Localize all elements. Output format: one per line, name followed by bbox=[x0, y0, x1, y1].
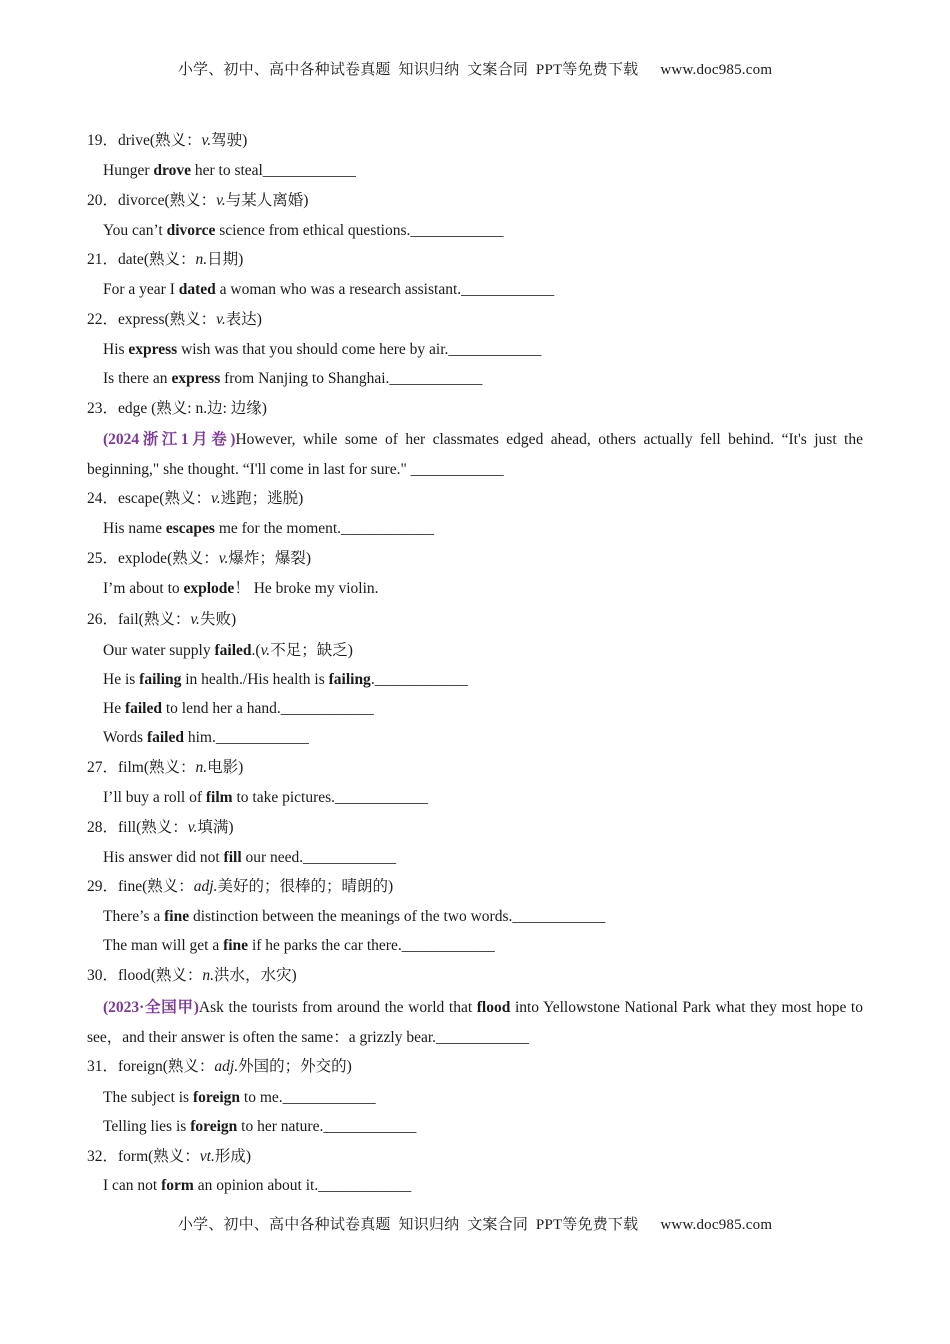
text: me for the moment.____________ bbox=[214, 520, 435, 537]
keyword: failing bbox=[328, 671, 371, 688]
text: in health./His health is bbox=[181, 671, 329, 688]
exam-source: (2023·全国甲) bbox=[103, 999, 199, 1016]
text: our need.____________ bbox=[241, 849, 397, 866]
text: The subject is bbox=[103, 1089, 193, 1106]
keyword: failed bbox=[146, 729, 184, 746]
vocab-heading bbox=[87, 758, 243, 778]
text: Words bbox=[103, 729, 147, 746]
vocab-heading bbox=[87, 1147, 251, 1167]
example-sentence bbox=[103, 641, 353, 661]
vocab-heading bbox=[87, 310, 262, 330]
page-footer bbox=[0, 1213, 950, 1234]
text: 逃跑；逃脱) bbox=[220, 490, 304, 507]
text: 21．date(熟义： bbox=[87, 251, 196, 268]
text: her to steal____________ bbox=[190, 162, 356, 179]
part-of-speech: v. bbox=[190, 611, 200, 628]
vocab-heading bbox=[87, 549, 311, 569]
example-sentence bbox=[103, 161, 356, 181]
part-of-speech: adj. bbox=[214, 1058, 239, 1075]
text: science from ethical questions.____________ bbox=[215, 222, 504, 239]
vocab-heading bbox=[87, 1057, 352, 1077]
header-url[interactable]: www.doc985.com bbox=[660, 62, 773, 78]
text: I can not bbox=[103, 1177, 162, 1194]
example-sentence bbox=[103, 699, 374, 719]
example-sentence bbox=[103, 1088, 376, 1108]
text: His answer did not bbox=[103, 849, 224, 866]
part-of-speech: vt. bbox=[199, 1148, 215, 1165]
part-of-speech: n. bbox=[195, 251, 208, 268]
footer-text: 小学、初中、高中各种试卷真题 知识归纳 文案合同 PPT等免费下载 bbox=[177, 1217, 639, 1233]
text: 美好的；很棒的；晴朗的) bbox=[217, 878, 394, 895]
keyword: fine bbox=[223, 937, 249, 954]
keyword: escapes bbox=[165, 520, 215, 537]
part-of-speech: v. bbox=[260, 642, 271, 659]
example-sentence bbox=[103, 369, 482, 389]
part-of-speech: v. bbox=[210, 490, 221, 507]
keyword: failing bbox=[139, 671, 182, 688]
text: distinction between the meanings of the two words.____________ bbox=[189, 908, 606, 925]
text: 19．drive(熟义： bbox=[87, 132, 202, 149]
text: 爆炸；爆裂) bbox=[228, 550, 312, 567]
text: 32．form(熟义： bbox=[87, 1148, 200, 1165]
keyword: fine bbox=[164, 908, 190, 925]
text: 失败) bbox=[199, 611, 237, 628]
text: 日期) bbox=[207, 251, 244, 268]
text: 23．edge (熟义: n.边: 边缘) bbox=[87, 400, 267, 417]
text: You can’t bbox=[103, 222, 167, 239]
text: ！ He broke my violin. bbox=[234, 580, 379, 597]
text: .( bbox=[251, 642, 261, 659]
example-sentence bbox=[103, 728, 309, 748]
keyword: express bbox=[128, 341, 178, 358]
part-of-speech: n. bbox=[202, 967, 215, 984]
text: .____________ bbox=[370, 671, 468, 688]
example-sentence bbox=[103, 519, 434, 539]
part-of-speech: n. bbox=[195, 759, 208, 776]
text: 20．divorce(熟义： bbox=[87, 192, 217, 209]
text: 24．escape(熟义： bbox=[87, 490, 211, 507]
text: 29．fine(熟义： bbox=[87, 878, 194, 895]
text: For a year I bbox=[103, 281, 179, 298]
keyword: dated bbox=[178, 281, 216, 298]
vocab-heading bbox=[87, 966, 297, 986]
text: 30．flood(熟义： bbox=[87, 967, 203, 984]
text: wish was that you should come here by air.____________ bbox=[177, 341, 542, 358]
text: if he parks the car there.____________ bbox=[248, 937, 495, 954]
text: to lend her a hand.____________ bbox=[161, 700, 374, 717]
example-sentence bbox=[103, 1117, 416, 1137]
text: The man will get a bbox=[103, 937, 224, 954]
text: 驾驶) bbox=[211, 132, 248, 149]
text: 与某人离婚) bbox=[225, 192, 309, 209]
keyword: foreign bbox=[192, 1089, 241, 1106]
exam-passage bbox=[87, 425, 863, 484]
text: to take pictures.____________ bbox=[232, 789, 429, 806]
text: Ask the tourists from around the world that bbox=[198, 999, 477, 1016]
example-sentence bbox=[103, 221, 503, 241]
text: him.____________ bbox=[184, 729, 309, 746]
example-sentence bbox=[103, 340, 541, 360]
text: to her nature.____________ bbox=[237, 1118, 417, 1135]
vocab-heading bbox=[87, 131, 247, 151]
page-header bbox=[0, 58, 950, 79]
text: to me.____________ bbox=[240, 1089, 376, 1106]
example-sentence bbox=[103, 1176, 411, 1196]
keyword: failed bbox=[214, 642, 252, 659]
keyword: divorce bbox=[166, 222, 216, 239]
text: 洪水，水灾) bbox=[214, 967, 297, 984]
vocab-heading bbox=[87, 818, 234, 838]
text: He bbox=[103, 700, 125, 717]
example-sentence bbox=[103, 280, 554, 300]
text: a woman who was a research assistant.____________ bbox=[215, 281, 555, 298]
vocab-heading bbox=[87, 250, 243, 270]
text: 27．film(熟义： bbox=[87, 759, 196, 776]
text: 外国的；外交的) bbox=[238, 1058, 352, 1075]
vocab-heading bbox=[87, 399, 267, 419]
keyword: foreign bbox=[190, 1118, 238, 1135]
text: 形成) bbox=[214, 1148, 252, 1165]
keyword: flood bbox=[476, 999, 511, 1016]
text: 28．fill(熟义： bbox=[87, 819, 188, 836]
text: His name bbox=[103, 520, 166, 537]
keyword: explode bbox=[183, 580, 235, 597]
text: I’m about to bbox=[103, 580, 184, 597]
part-of-speech: v. bbox=[216, 192, 226, 209]
text: Is there an bbox=[103, 370, 172, 387]
text: 22．express(熟义： bbox=[87, 311, 217, 328]
exam-source: (2024浙江1月卷) bbox=[103, 431, 236, 448]
text: 25．explode(熟义： bbox=[87, 550, 219, 567]
text: into Yellowstone National Park what they most hope to see，and their answer is often the same：a grizzly bear.____________ bbox=[87, 999, 863, 1046]
keyword: failed bbox=[124, 700, 162, 717]
text: 电影) bbox=[207, 759, 244, 776]
part-of-speech: v. bbox=[201, 132, 212, 149]
text: Our water supply bbox=[103, 642, 215, 659]
part-of-speech: adj. bbox=[193, 878, 218, 895]
example-sentence bbox=[103, 907, 605, 927]
keyword: film bbox=[205, 789, 233, 806]
keyword: fill bbox=[223, 849, 242, 866]
exam-passage bbox=[87, 993, 863, 1052]
example-sentence bbox=[103, 579, 379, 599]
text: 26．fail(熟义： bbox=[87, 611, 191, 628]
vocab-heading bbox=[87, 877, 393, 897]
text: I’ll buy a roll of bbox=[103, 789, 206, 806]
text: However, while some of her classmates edged ahead, others actually fell behind. “It's just the beginning," she thought. “I'll come in last for sure." ____________ bbox=[87, 431, 863, 478]
text: His bbox=[103, 341, 129, 358]
text: 表达) bbox=[225, 311, 262, 328]
part-of-speech: v. bbox=[216, 311, 226, 328]
footer-url[interactable]: www.doc985.com bbox=[660, 1217, 773, 1233]
example-sentence bbox=[103, 788, 428, 808]
text: He is bbox=[103, 671, 140, 688]
text: Hunger bbox=[103, 162, 154, 179]
example-sentence bbox=[103, 936, 495, 956]
part-of-speech: v. bbox=[187, 819, 198, 836]
example-sentence bbox=[103, 848, 396, 868]
vocab-heading bbox=[87, 610, 236, 630]
text: Telling lies is bbox=[103, 1118, 191, 1135]
keyword: drove bbox=[153, 162, 191, 179]
keyword: form bbox=[161, 1177, 194, 1194]
text: from Nanjing to Shanghai.____________ bbox=[220, 370, 483, 387]
text: 填满) bbox=[197, 819, 234, 836]
text: 31．foreign(熟义： bbox=[87, 1058, 215, 1075]
keyword: express bbox=[171, 370, 221, 387]
part-of-speech: v. bbox=[218, 550, 229, 567]
text: 不足；缺乏) bbox=[270, 642, 353, 659]
vocab-heading bbox=[87, 191, 308, 211]
text: There’s a bbox=[103, 908, 165, 925]
header-text: 小学、初中、高中各种试卷真题 知识归纳 文案合同 PPT等免费下载 bbox=[177, 62, 639, 78]
example-sentence bbox=[103, 670, 468, 690]
vocab-heading bbox=[87, 489, 303, 509]
text: an opinion about it.____________ bbox=[193, 1177, 412, 1194]
